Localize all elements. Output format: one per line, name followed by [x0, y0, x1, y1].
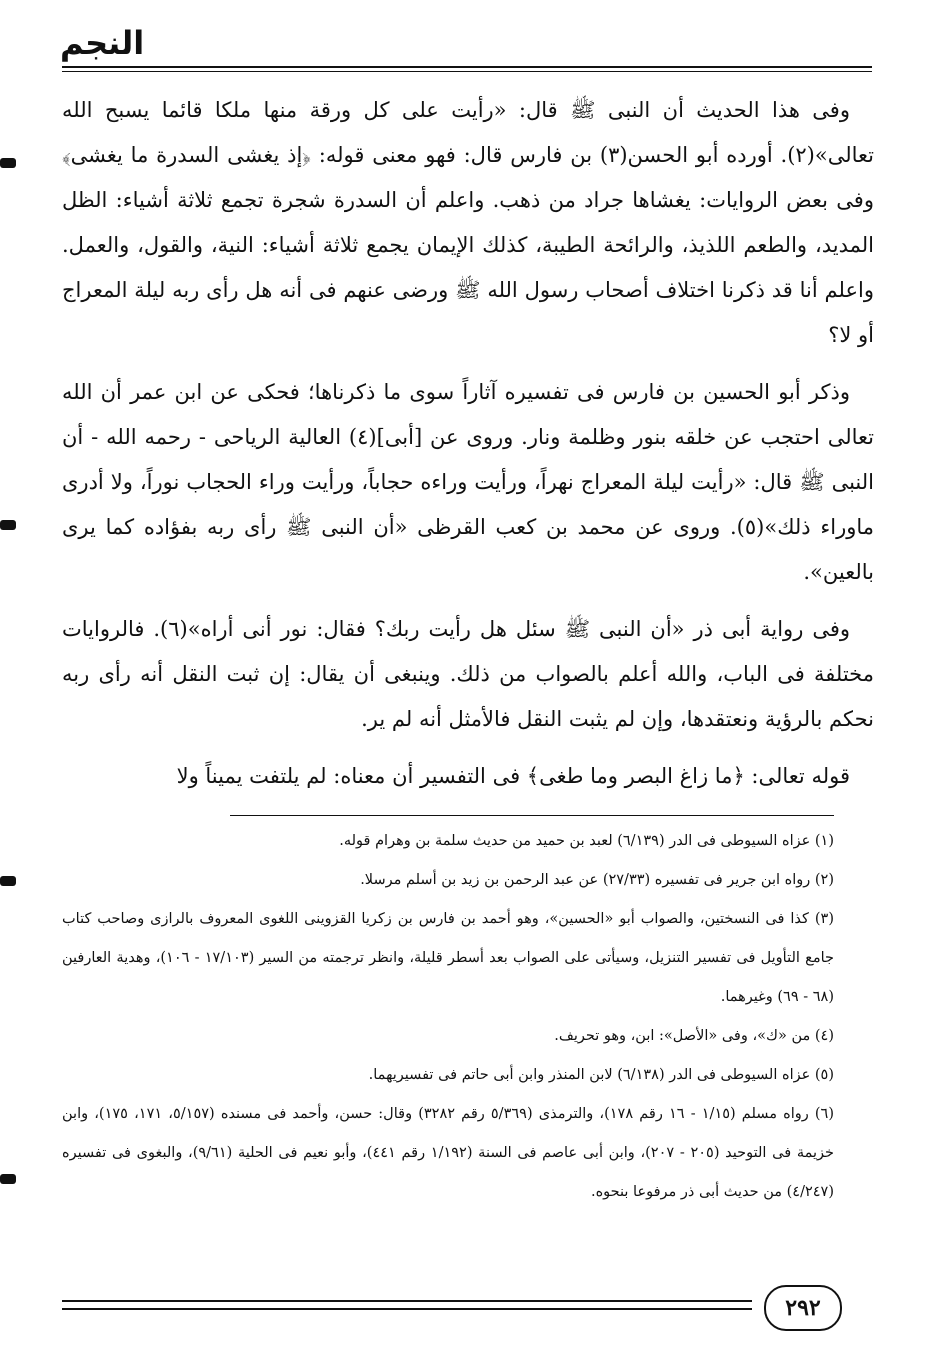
header-rule-bottom [62, 71, 872, 72]
paragraph: وفى رواية أبى ذر «أن النبى ﷺ سئل هل رأيت ربك؟ فقال: نور أنى أراه»(٦). فالروايات مختلفة فى الباب، والله أعلم بالصواب من ذلك. وينبغى أن يقال: إن ثبت النقل أنه رأى ربه نحكم بالرؤية ونعتقدها، وإن لم يثبت النقل فالأمثل أنه لم ير. [62, 617, 874, 731]
footer-rule-bottom [62, 1308, 752, 1310]
margin-mark [0, 158, 16, 168]
footnote-separator [230, 815, 834, 816]
paragraph: وفى هذا الحديث أن النبى ﷺ قال: «رأيت على كل ورقة منها ملكا قائما يسبح الله تعالى»(٢). أورده أبو الحسن(٣) بن فارس قال: فهو معنى قوله: ﴿إذ يغشى السدرة ما يغشى﴾ وفى بعض الروايات: يغشاها جراد من ذهب. واعلم أن السدرة شجرة تجمع ثلاثة أشياء: الظل المديد، والطعم اللذيذ، والرائحة الطيبة، كذلك الإيمان يجمع ثلاثة أشياء: النية، والقول، والعمل. واعلم أنا قد ذكرنا اختلاف أصحاب رسول الله ﷺ ورضى عنهم فى أنه هل رأى ربه ليلة المعراج أو لا؟ [62, 98, 874, 347]
footnote: (١) عزاه السيوطى فى الدر (٦/١٣٩) لعبد بن حميد من حديث سلمة بن وهرام قوله. [339, 833, 834, 849]
footnotes [62, 822, 834, 1212]
footnote: (٢) رواه ابن جرير فى تفسيره (٢٧/٣٣) عن عبد الرحمن بن زيد بن أسلم مرسلا. [360, 872, 834, 888]
footer-rule-top [62, 1300, 752, 1302]
margin-mark [0, 876, 16, 886]
footnote: (٣) كذا فى النسختين، والصواب أبو «الحسين»، وهو أحمد بن فارس بن زكريا القزوينى اللغوى المعروف بالرازى وصاحب كتاب جامع التأويل فى تفسير التنزيل، وسيأتى على الصواب بعد أسطر قليلة، وانظر ترجمته من السير (١٧/١٠٣ - ١٠٦)، وهدية العارفين (٦٨ - ٦٩) وغيرهما. [62, 911, 834, 1005]
page-number: ٢٩٢ [764, 1285, 842, 1331]
margin-mark [0, 1174, 16, 1184]
paragraph: وذكر أبو الحسين بن فارس فى تفسيره آثاراً سوى ما ذكرناها؛ فحكى عن ابن عمر أن الله تعالى احتجب عن خلقه بنور وظلمة ونار. وروى عن [أبى](٤) العالية الرياحى - رحمه الله - أن النبى ﷺ قال: «رأيت ليلة المعراج نهراً، ورأيت وراءه حجاباً، ورأيت وراء الحجاب نوراً، ولا أدرى ماوراء ذلك»(٥). وروى عن محمد بن كعب القرظى «أن النبى ﷺ رأى ربه بفؤاده كما يرى بالعين». [62, 380, 875, 584]
margin-mark [0, 520, 16, 530]
header-rule-top [62, 66, 872, 68]
footnote: (٤) من «ك»، وفى «الأصل»: ابن، وهو تحريف. [554, 1028, 834, 1044]
footnote: (٦) رواه مسلم (١/١٥ - ١٦ رقم ١٧٨)، والترمذى (٥/٣٦٩ رقم ٣٢٨٢) وقال: حسن، وأحمد فى مسنده (٥/١٥٧، ١٧١، ١٧٥)، وابن خزيمة فى التوحيد (٢٠٥ - ٢٠٧)، وابن أبى عاصم فى السنة (١/١٩٢ رقم ٤٤١)، وأبو نعيم فى الحلية (٩/٦١)، والبغوى فى تفسيره (٤/٢٤٧) من حديث أبى ذر مرفوعا بنحوه. [62, 1106, 834, 1200]
running-header-title: النجم [60, 24, 145, 62]
footnote: (٥) عزاه السيوطى فى الدر (٦/١٣٨) لابن المنذر وابن أبى حاتم فى تفسيريهما. [368, 1067, 834, 1083]
paragraph: قوله تعالى: ﴿ما زاغ البصر وما طغى﴾ فى التفسير أن معناه: لم يلتفت يميناً ولا [176, 764, 850, 788]
main-text [62, 88, 874, 811]
